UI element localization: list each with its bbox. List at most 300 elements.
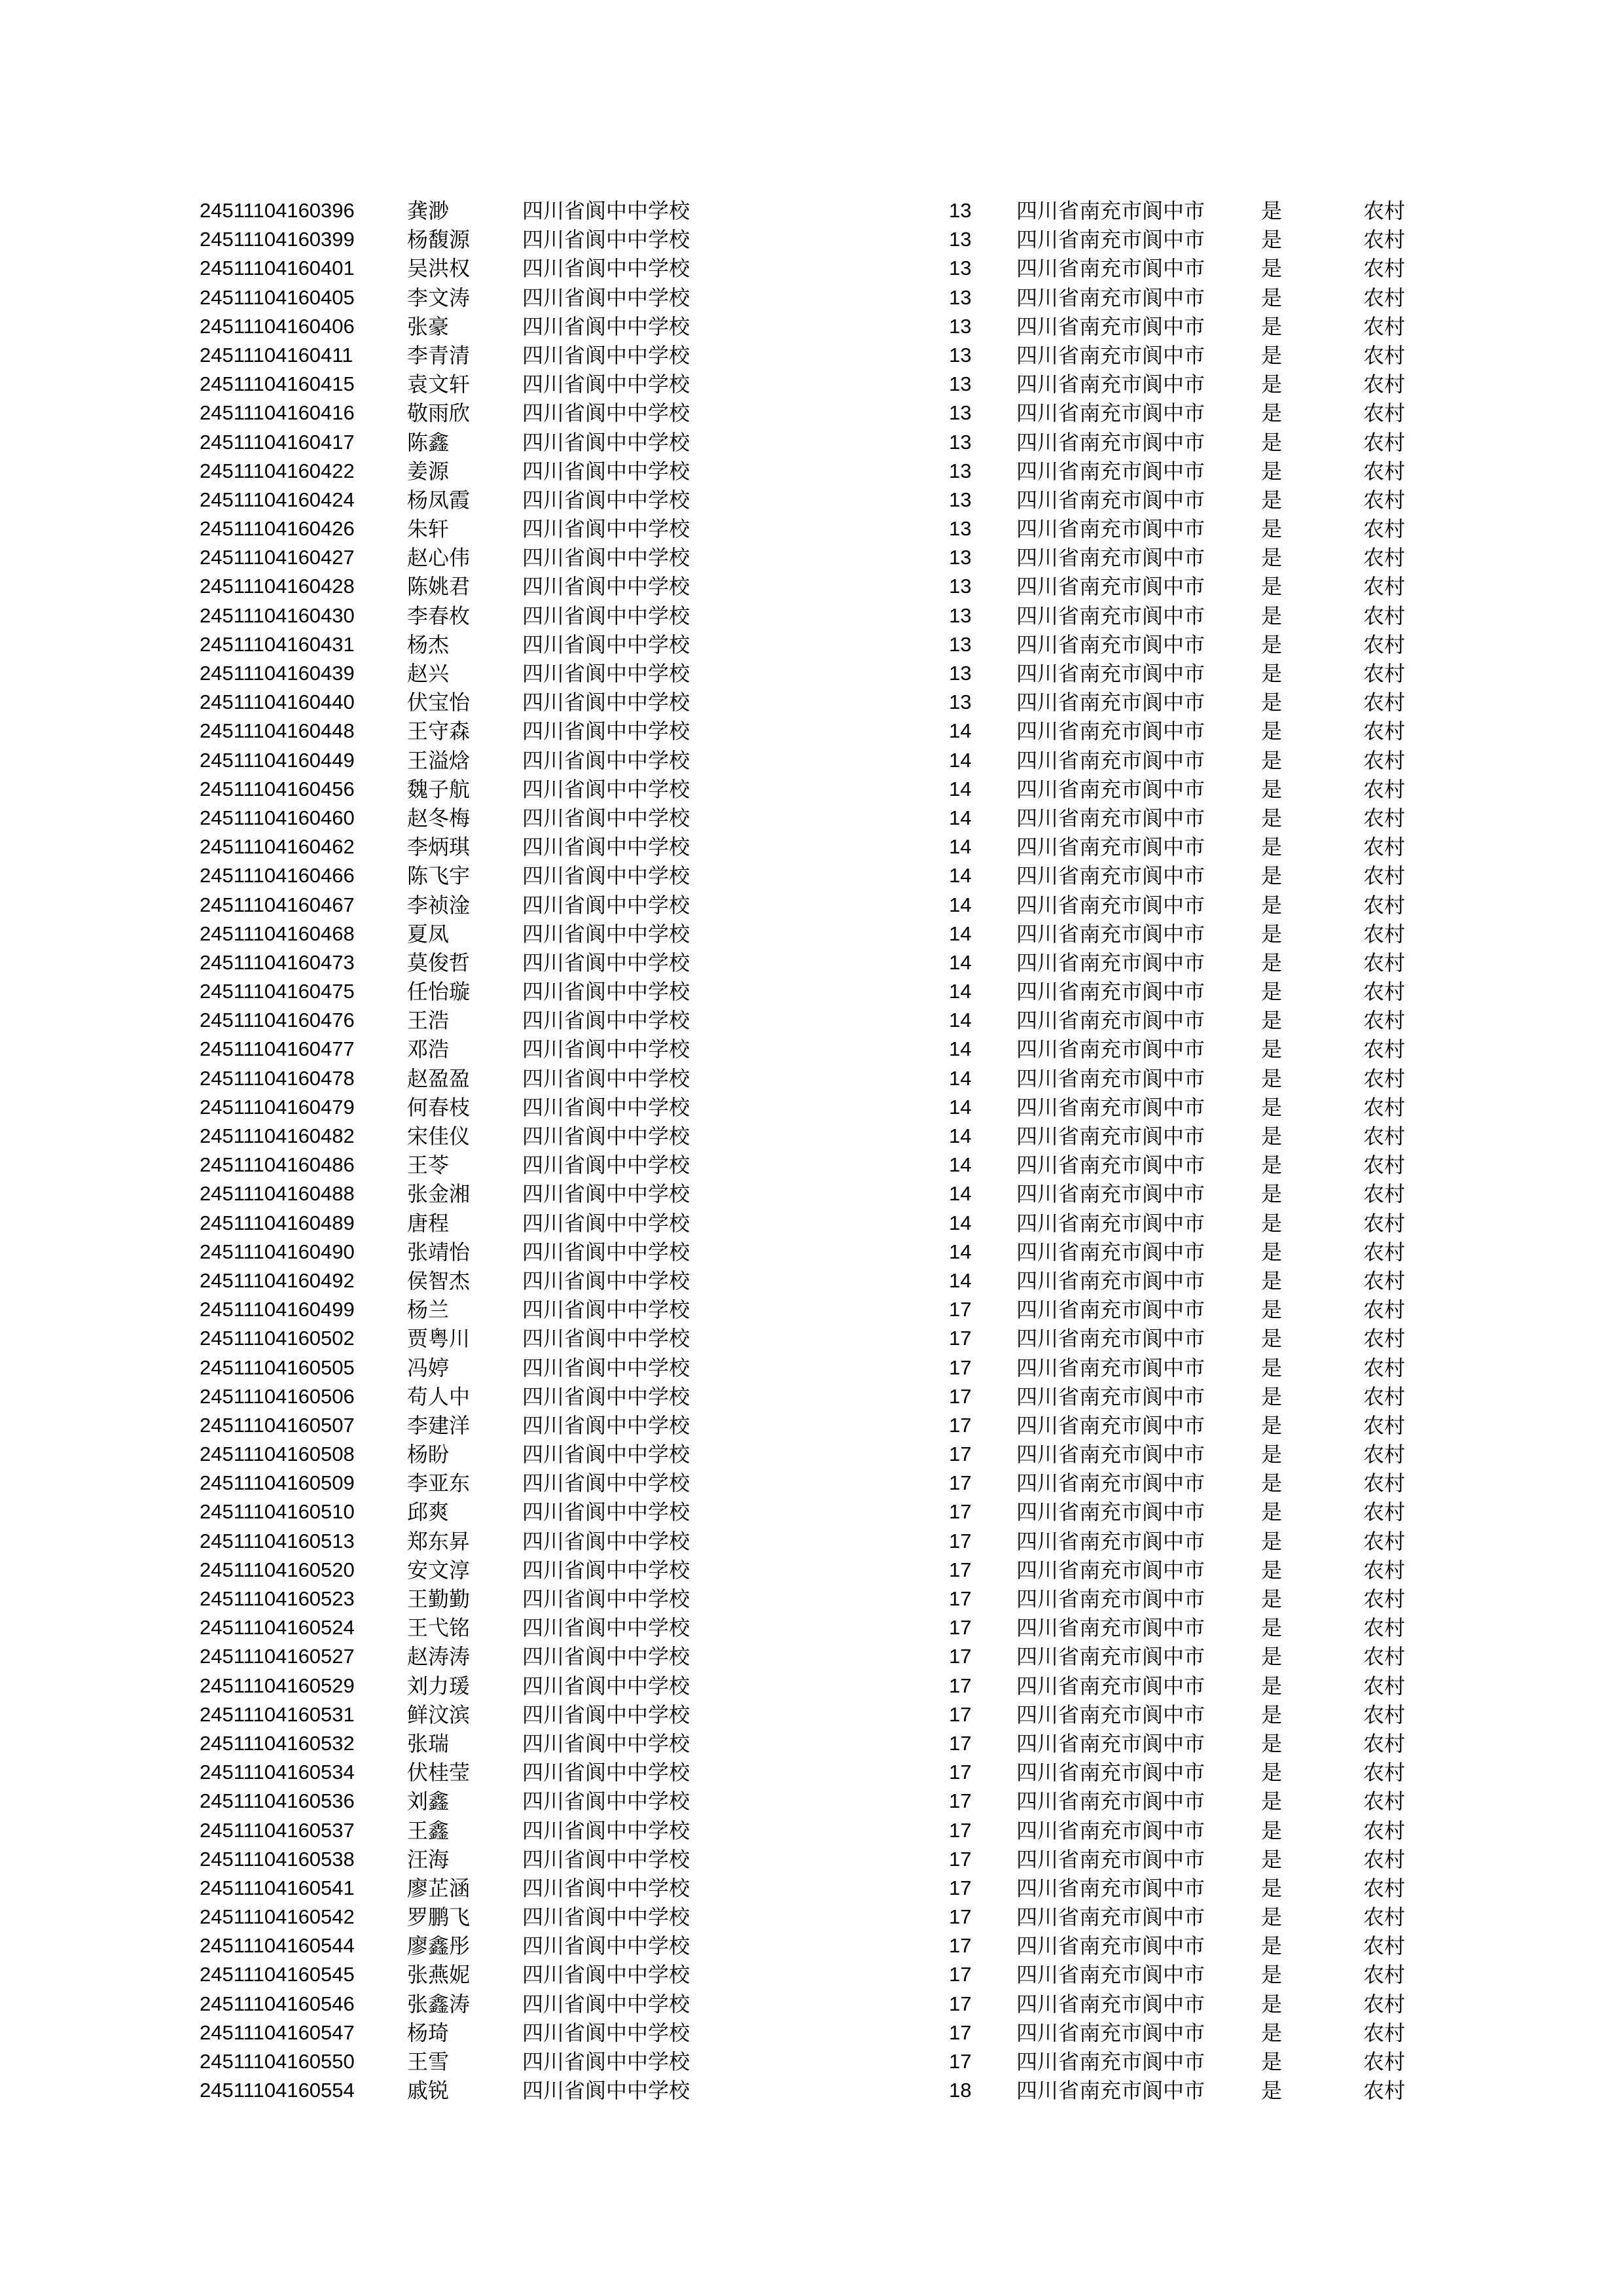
flag-cell: 是 <box>1261 1702 1283 1727</box>
number-cell: 17 <box>949 1616 972 1640</box>
school-cell: 四川省阆中中学校 <box>522 1528 690 1554</box>
student-name-cell: 朱轩 <box>407 516 450 542</box>
region-cell: 四川省南充市阆中市 <box>1016 1702 1205 1727</box>
area-type-cell: 农村 <box>1363 1239 1406 1265</box>
school-cell: 四川省阆中中学校 <box>522 342 690 368</box>
region-cell: 四川省南充市阆中市 <box>1016 1528 1205 1554</box>
flag-cell: 是 <box>1261 2049 1283 2074</box>
flag-cell: 是 <box>1261 1991 1283 2017</box>
region-cell: 四川省南充市阆中市 <box>1016 2020 1205 2045</box>
student-id-cell: 24511104160417 <box>200 430 355 454</box>
table-row <box>0 1903 1623 1931</box>
flag-cell: 是 <box>1261 1412 1283 1438</box>
number-cell: 14 <box>949 1211 972 1234</box>
flag-cell: 是 <box>1261 1008 1283 1033</box>
table-row <box>0 659 1623 688</box>
school-cell: 四川省阆中中学校 <box>522 1297 690 1323</box>
school-cell: 四川省阆中中学校 <box>522 805 690 831</box>
number-cell: 17 <box>949 2020 972 2044</box>
flag-cell: 是 <box>1261 719 1283 744</box>
table-row <box>0 920 1623 948</box>
school-cell: 四川省阆中中学校 <box>522 834 690 860</box>
flag-cell: 是 <box>1261 1644 1283 1670</box>
school-cell: 四川省阆中中学校 <box>522 1673 690 1698</box>
student-id-cell: 24511104160401 <box>200 257 355 280</box>
school-cell: 四川省阆中中学校 <box>522 950 690 975</box>
student-id-cell: 24511104160523 <box>200 1587 355 1610</box>
flag-cell: 是 <box>1261 1066 1283 1091</box>
student-id-cell: 24511104160486 <box>200 1153 355 1177</box>
region-cell: 四川省南充市阆中市 <box>1016 603 1205 628</box>
student-name-cell: 宋佳仪 <box>407 1124 471 1149</box>
area-type-cell: 农村 <box>1363 516 1406 542</box>
flag-cell: 是 <box>1261 834 1283 860</box>
school-cell: 四川省阆中中学校 <box>522 1731 690 1756</box>
flag-cell: 是 <box>1261 1326 1283 1352</box>
flag-cell: 是 <box>1261 1239 1283 1265</box>
number-cell: 17 <box>949 1674 972 1697</box>
table-row <box>0 601 1623 630</box>
area-type-cell: 农村 <box>1363 1326 1406 1352</box>
flag-cell: 是 <box>1261 661 1283 686</box>
school-cell: 四川省阆中中学校 <box>522 2020 690 2045</box>
school-cell: 四川省阆中中学校 <box>522 372 690 397</box>
number-cell: 18 <box>949 2079 972 2102</box>
school-cell: 四川省阆中中学校 <box>522 1066 690 1091</box>
table-row <box>0 1064 1623 1093</box>
school-cell: 四川省阆中中学校 <box>522 1239 690 1265</box>
number-cell: 17 <box>949 1731 972 1755</box>
table-row <box>0 572 1623 601</box>
area-type-cell: 农村 <box>1363 1991 1406 2017</box>
number-cell: 13 <box>949 575 972 598</box>
region-cell: 四川省南充市阆中市 <box>1016 342 1205 368</box>
table-row <box>0 1960 1623 1989</box>
flag-cell: 是 <box>1261 1962 1283 1988</box>
student-id-cell: 24511104160460 <box>200 806 355 829</box>
student-id-cell: 24511104160527 <box>200 1645 355 1668</box>
student-id-cell: 24511104160538 <box>200 1847 355 1871</box>
student-id-cell: 24511104160406 <box>200 314 355 338</box>
table-row <box>0 225 1623 254</box>
region-cell: 四川省南充市阆中市 <box>1016 2078 1205 2104</box>
number-cell: 14 <box>949 980 972 1003</box>
student-id-cell: 24511104160520 <box>200 1558 355 1581</box>
region-cell: 四川省南充市阆中市 <box>1016 1587 1205 1611</box>
student-id-cell: 24511104160499 <box>200 1298 355 1321</box>
table-row <box>0 457 1623 486</box>
region-cell: 四川省南充市阆中市 <box>1016 1818 1205 1843</box>
table-row <box>0 1093 1623 1122</box>
table-row <box>0 1411 1623 1440</box>
number-cell: 13 <box>949 257 972 280</box>
region-cell: 四川省南充市阆中市 <box>1016 1008 1205 1033</box>
region-cell: 四川省南充市阆中市 <box>1016 516 1205 542</box>
number-cell: 17 <box>949 1761 972 1784</box>
number-cell: 17 <box>949 1876 972 1899</box>
student-name-cell: 冯婷 <box>407 1355 450 1380</box>
school-cell: 四川省阆中中学校 <box>522 2049 690 2074</box>
student-id-cell: 24511104160427 <box>200 546 355 569</box>
student-name-cell: 李文涛 <box>407 285 471 310</box>
flag-cell: 是 <box>1261 1153 1283 1178</box>
student-id-cell: 24511104160544 <box>200 1934 355 1958</box>
flag-cell: 是 <box>1261 1760 1283 1785</box>
region-cell: 四川省南充市阆中市 <box>1016 458 1205 484</box>
student-name-cell: 姜源 <box>407 458 450 484</box>
area-type-cell: 农村 <box>1363 401 1406 426</box>
region-cell: 四川省南充市阆中市 <box>1016 1124 1205 1149</box>
flag-cell: 是 <box>1261 256 1283 281</box>
student-name-cell: 任怡璇 <box>407 979 471 1005</box>
student-id-cell: 24511104160416 <box>200 401 355 425</box>
number-cell: 17 <box>949 2050 972 2073</box>
area-type-cell: 农村 <box>1363 1587 1406 1611</box>
region-cell: 四川省南充市阆中市 <box>1016 545 1205 571</box>
student-id-cell: 24511104160449 <box>200 748 355 772</box>
number-cell: 17 <box>949 1702 972 1726</box>
student-name-cell: 苟人中 <box>407 1384 471 1409</box>
table-row <box>0 1700 1623 1729</box>
region-cell: 四川省南充市阆中市 <box>1016 1760 1205 1785</box>
school-cell: 四川省阆中中学校 <box>522 1326 690 1352</box>
flag-cell: 是 <box>1261 516 1283 542</box>
area-type-cell: 农村 <box>1363 1210 1406 1236</box>
region-cell: 四川省南充市阆中市 <box>1016 805 1205 831</box>
area-type-cell: 农村 <box>1363 1962 1406 1988</box>
region-cell: 四川省南充市阆中市 <box>1016 1933 1205 1959</box>
area-type-cell: 农村 <box>1363 227 1406 253</box>
region-cell: 四川省南充市阆中市 <box>1016 834 1205 860</box>
flag-cell: 是 <box>1261 1933 1283 1959</box>
flag-cell: 是 <box>1261 1528 1283 1554</box>
table-row <box>0 1729 1623 1758</box>
region-cell: 四川省南充市阆中市 <box>1016 661 1205 686</box>
student-id-cell: 24511104160536 <box>200 1789 355 1813</box>
student-id-cell: 24511104160475 <box>200 980 355 1003</box>
student-id-cell: 24511104160424 <box>200 488 355 511</box>
area-type-cell: 农村 <box>1363 950 1406 975</box>
table-row <box>0 312 1623 341</box>
school-cell: 四川省阆中中学校 <box>522 1875 690 1901</box>
area-type-cell: 农村 <box>1363 1094 1406 1120</box>
table-row <box>0 688 1623 717</box>
student-name-cell: 廖芷涵 <box>407 1875 471 1901</box>
region-cell: 四川省南充市阆中市 <box>1016 690 1205 715</box>
flag-cell: 是 <box>1261 1731 1283 1756</box>
student-name-cell: 郑东昇 <box>407 1528 471 1554</box>
school-cell: 四川省阆中中学校 <box>522 1008 690 1033</box>
student-id-cell: 24511104160513 <box>200 1529 355 1552</box>
student-name-cell: 龚渺 <box>407 198 450 223</box>
area-type-cell: 农村 <box>1363 719 1406 744</box>
table-row <box>0 1035 1623 1064</box>
student-id-cell: 24511104160415 <box>200 372 355 396</box>
number-cell: 14 <box>949 1268 972 1292</box>
region-cell: 四川省南充市阆中市 <box>1016 1905 1205 1930</box>
area-type-cell: 农村 <box>1363 285 1406 310</box>
table-row <box>0 514 1623 543</box>
region-cell: 四川省南充市阆中市 <box>1016 285 1205 310</box>
region-cell: 四川省南充市阆中市 <box>1016 1326 1205 1352</box>
student-name-cell: 张鑫涛 <box>407 1991 471 2017</box>
number-cell: 14 <box>949 1066 972 1090</box>
flag-cell: 是 <box>1261 2020 1283 2045</box>
flag-cell: 是 <box>1261 863 1283 889</box>
student-id-cell: 24511104160531 <box>200 1702 355 1726</box>
area-type-cell: 农村 <box>1363 1442 1406 1467</box>
area-type-cell: 农村 <box>1363 1066 1406 1091</box>
number-cell: 17 <box>949 1847 972 1871</box>
school-cell: 四川省阆中中学校 <box>522 314 690 339</box>
school-cell: 四川省阆中中学校 <box>522 487 690 512</box>
number-cell: 13 <box>949 401 972 425</box>
area-type-cell: 农村 <box>1363 863 1406 889</box>
school-cell: 四川省阆中中学校 <box>522 1412 690 1438</box>
school-cell: 四川省阆中中学校 <box>522 1760 690 1785</box>
school-cell: 四川省阆中中学校 <box>522 1384 690 1409</box>
number-cell: 17 <box>949 1471 972 1495</box>
table-row <box>0 1179 1623 1208</box>
school-cell: 四川省阆中中学校 <box>522 1615 690 1641</box>
area-type-cell: 农村 <box>1363 1384 1406 1409</box>
area-type-cell: 农村 <box>1363 458 1406 484</box>
school-cell: 四川省阆中中学校 <box>522 285 690 310</box>
student-name-cell: 侯智杰 <box>407 1268 471 1293</box>
student-id-cell: 24511104160506 <box>200 1384 355 1408</box>
school-cell: 四川省阆中中学校 <box>522 1818 690 1843</box>
region-cell: 四川省南充市阆中市 <box>1016 1268 1205 1293</box>
area-type-cell: 农村 <box>1363 1268 1406 1293</box>
school-cell: 四川省阆中中学校 <box>522 776 690 802</box>
student-id-cell: 24511104160440 <box>200 691 355 714</box>
number-cell: 13 <box>949 603 972 627</box>
number-cell: 17 <box>949 1298 972 1321</box>
number-cell: 13 <box>949 632 972 656</box>
region-cell: 四川省南充市阆中市 <box>1016 1875 1205 1901</box>
student-name-cell: 贾粤川 <box>407 1326 471 1352</box>
area-type-cell: 农村 <box>1363 1760 1406 1785</box>
student-id-cell: 24511104160399 <box>200 228 355 251</box>
student-id-cell: 24511104160537 <box>200 1818 355 1842</box>
area-type-cell: 农村 <box>1363 314 1406 339</box>
area-type-cell: 农村 <box>1363 2078 1406 2104</box>
area-type-cell: 农村 <box>1363 1905 1406 1930</box>
table-row <box>0 1758 1623 1787</box>
flag-cell: 是 <box>1261 1355 1283 1380</box>
area-type-cell: 农村 <box>1363 979 1406 1005</box>
student-name-cell: 赵盈盈 <box>407 1066 471 1091</box>
school-cell: 四川省阆中中学校 <box>522 1789 690 1814</box>
student-id-cell: 24511104160466 <box>200 864 355 888</box>
school-cell: 四川省阆中中学校 <box>522 661 690 686</box>
school-cell: 四川省阆中中学校 <box>522 1094 690 1120</box>
table-row <box>0 2076 1623 2105</box>
number-cell: 17 <box>949 1529 972 1552</box>
school-cell: 四川省阆中中学校 <box>522 863 690 889</box>
table-row <box>0 891 1623 920</box>
student-name-cell: 夏凤 <box>407 921 450 946</box>
school-cell: 四川省阆中中学校 <box>522 1442 690 1467</box>
number-cell: 13 <box>949 546 972 569</box>
area-type-cell: 农村 <box>1363 429 1406 455</box>
student-name-cell: 杨琦 <box>407 2020 450 2045</box>
area-type-cell: 农村 <box>1363 632 1406 657</box>
table-row <box>0 1931 1623 1960</box>
area-type-cell: 农村 <box>1363 776 1406 802</box>
flag-cell: 是 <box>1261 1846 1283 1872</box>
flag-cell: 是 <box>1261 342 1283 368</box>
student-name-cell: 张靖怡 <box>407 1239 471 1265</box>
school-cell: 四川省阆中中学校 <box>522 1644 690 1670</box>
student-name-cell: 李建洋 <box>407 1412 471 1438</box>
number-cell: 13 <box>949 517 972 541</box>
area-type-cell: 农村 <box>1363 1615 1406 1641</box>
area-type-cell: 农村 <box>1363 1528 1406 1554</box>
area-type-cell: 农村 <box>1363 747 1406 773</box>
flag-cell: 是 <box>1261 1818 1283 1843</box>
student-id-cell: 24511104160405 <box>200 285 355 309</box>
flag-cell: 是 <box>1261 429 1283 455</box>
student-id-cell: 24511104160488 <box>200 1182 355 1206</box>
area-type-cell: 农村 <box>1363 1499 1406 1525</box>
region-cell: 四川省南充市阆中市 <box>1016 314 1205 339</box>
flag-cell: 是 <box>1261 372 1283 397</box>
number-cell: 14 <box>949 748 972 772</box>
student-name-cell: 张燕妮 <box>407 1962 471 1988</box>
table-row <box>0 399 1623 427</box>
number-cell: 17 <box>949 1384 972 1408</box>
region-cell: 四川省南充市阆中市 <box>1016 950 1205 975</box>
student-name-cell: 赵冬梅 <box>407 805 471 831</box>
region-cell: 四川省南充市阆中市 <box>1016 1991 1205 2017</box>
region-cell: 四川省南充市阆中市 <box>1016 1442 1205 1467</box>
area-type-cell: 农村 <box>1363 1471 1406 1496</box>
table-row <box>0 370 1623 399</box>
table-row <box>0 861 1623 890</box>
number-cell: 17 <box>949 1963 972 1986</box>
region-cell: 四川省南充市阆中市 <box>1016 1355 1205 1380</box>
table-row <box>0 1556 1623 1585</box>
flag-cell: 是 <box>1261 1557 1283 1583</box>
school-cell: 四川省阆中中学校 <box>522 1471 690 1496</box>
number-cell: 17 <box>949 1413 972 1437</box>
school-cell: 四川省阆中中学校 <box>522 1846 690 1872</box>
region-cell: 四川省南充市阆中市 <box>1016 1962 1205 1988</box>
school-cell: 四川省阆中中学校 <box>522 1962 690 1988</box>
number-cell: 17 <box>949 1443 972 1466</box>
school-cell: 四川省阆中中学校 <box>522 458 690 484</box>
table-row <box>0 1354 1623 1382</box>
table-row <box>0 1469 1623 1498</box>
student-id-cell: 24511104160411 <box>200 343 353 367</box>
student-name-cell: 陈飞宇 <box>407 863 471 889</box>
area-type-cell: 农村 <box>1363 574 1406 600</box>
area-type-cell: 农村 <box>1363 603 1406 628</box>
region-cell: 四川省南充市阆中市 <box>1016 863 1205 889</box>
region-cell: 四川省南充市阆中市 <box>1016 227 1205 253</box>
school-cell: 四川省阆中中学校 <box>522 719 690 744</box>
school-cell: 四川省阆中中学校 <box>522 574 690 600</box>
table-row <box>0 486 1623 514</box>
region-cell: 四川省南充市阆中市 <box>1016 1210 1205 1236</box>
region-cell: 四川省南充市阆中市 <box>1016 372 1205 397</box>
student-id-cell: 24511104160529 <box>200 1674 355 1697</box>
number-cell: 13 <box>949 228 972 251</box>
student-id-cell: 24511104160542 <box>200 1905 355 1929</box>
number-cell: 13 <box>949 285 972 309</box>
flag-cell: 是 <box>1261 776 1283 802</box>
school-cell: 四川省阆中中学校 <box>522 2078 690 2104</box>
student-id-cell: 24511104160422 <box>200 459 355 482</box>
table-row <box>0 804 1623 833</box>
table-row <box>0 1642 1623 1671</box>
school-cell: 四川省阆中中学校 <box>522 1355 690 1380</box>
table-row <box>0 1874 1623 1903</box>
flag-cell: 是 <box>1261 285 1283 310</box>
flag-cell: 是 <box>1261 314 1283 339</box>
number-cell: 17 <box>949 1992 972 2015</box>
area-type-cell: 农村 <box>1363 661 1406 686</box>
area-type-cell: 农村 <box>1363 1153 1406 1178</box>
number-cell: 17 <box>949 1587 972 1610</box>
area-type-cell: 农村 <box>1363 1731 1406 1756</box>
table-row <box>0 1585 1623 1613</box>
student-id-cell: 24511104160456 <box>200 777 355 800</box>
student-name-cell: 廖鑫彤 <box>407 1933 471 1959</box>
number-cell: 14 <box>949 1009 972 1032</box>
table-row <box>0 1816 1623 1845</box>
table-row <box>0 1122 1623 1151</box>
flag-cell: 是 <box>1261 1384 1283 1409</box>
student-name-cell: 杨盼 <box>407 1442 450 1467</box>
area-type-cell: 农村 <box>1363 1008 1406 1033</box>
table-row <box>0 948 1623 977</box>
student-name-cell: 张瑞 <box>407 1731 450 1756</box>
student-name-cell: 伏桂莹 <box>407 1760 471 1785</box>
flag-cell: 是 <box>1261 198 1283 223</box>
student-id-cell: 24511104160547 <box>200 2020 355 2044</box>
table-row <box>0 746 1623 775</box>
region-cell: 四川省南充市阆中市 <box>1016 574 1205 600</box>
school-cell: 四川省阆中中学校 <box>522 1124 690 1149</box>
school-cell: 四川省阆中中学校 <box>522 747 690 773</box>
flag-cell: 是 <box>1261 632 1283 657</box>
number-cell: 17 <box>949 1934 972 1958</box>
number-cell: 13 <box>949 488 972 511</box>
region-cell: 四川省南充市阆中市 <box>1016 892 1205 918</box>
student-id-cell: 24511104160546 <box>200 1992 355 2015</box>
student-id-cell: 24511104160428 <box>200 575 355 598</box>
student-name-cell: 伏宝怡 <box>407 690 471 715</box>
student-name-cell: 李祯淦 <box>407 892 471 918</box>
school-cell: 四川省阆中中学校 <box>522 1933 690 1959</box>
table-row <box>0 1209 1623 1238</box>
area-type-cell: 农村 <box>1363 1702 1406 1727</box>
student-name-cell: 魏子航 <box>407 776 471 802</box>
student-name-cell: 唐程 <box>407 1210 450 1236</box>
table-row <box>0 1006 1623 1035</box>
area-type-cell: 农村 <box>1363 372 1406 397</box>
school-cell: 四川省阆中中学校 <box>522 545 690 571</box>
region-cell: 四川省南充市阆中市 <box>1016 198 1205 223</box>
flag-cell: 是 <box>1261 1471 1283 1496</box>
student-id-cell: 24511104160430 <box>200 603 355 627</box>
student-id-cell: 24511104160545 <box>200 1963 355 1986</box>
student-id-cell: 24511104160490 <box>200 1240 355 1263</box>
number-cell: 14 <box>949 922 972 945</box>
area-type-cell: 农村 <box>1363 1673 1406 1698</box>
